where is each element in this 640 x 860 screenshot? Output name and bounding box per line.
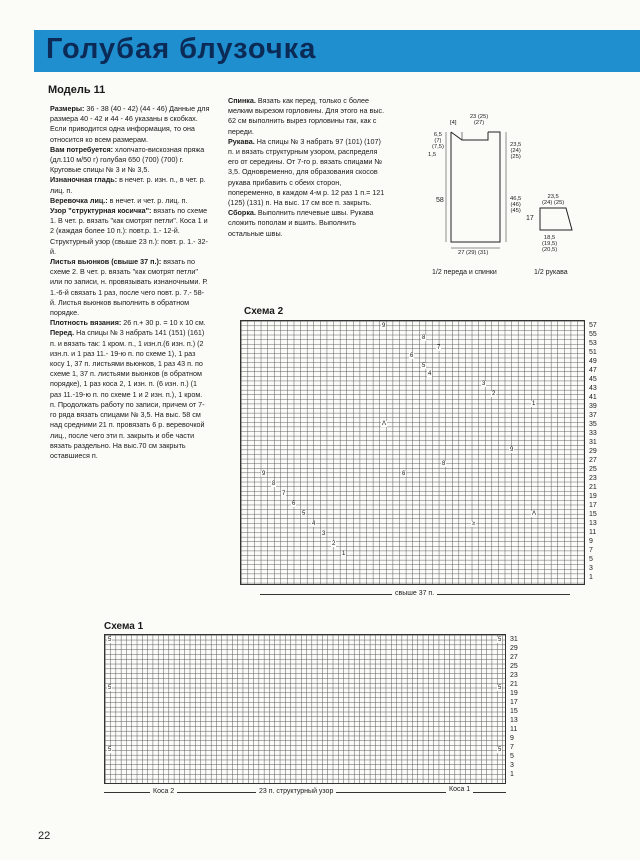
schema1-title: Схема 1 [104, 621, 144, 632]
schema2-title: Схема 2 [244, 306, 284, 317]
paragraph: Рукава. На спицы № 3 набрать 97 (101) (107) п. и вязать структурным узором, распределя его от середины. От 7-го р. вязать спицами № 3,5. Одновременно, для образования скосов рукава прибавить с обеих сторон, попеременно, в каждом 4-м р. 12 раз 1 п.= 121 (125) (131) п. На выс. 17 см все п. закрыть. [228, 136, 385, 208]
paragraph: Вам потребуется: хлопчато-вискозная пряжа (дл.110 м/50 г) голубая 650 (700) (700) г. Круговые спицы № 3 и № 3,5. [50, 144, 205, 175]
paragraph: Изнаночная гладь: в нечет. р. изн. п., в чет. р. лиц. п. [50, 175, 206, 195]
page-title: Голубая блузочка [46, 33, 317, 65]
sleeve-top: 23,5 (24) (25) [542, 194, 565, 206]
paragraph: Листья вьюнков (свыше 37 п.): вязать по схеме 2. В чет. р. вязать "как смотрят петли" или по записи, н. провязывать изнаночными. Р. 1.-6-й связать 1 раз, после чего повт. р. 7.- 58-й. Листья вьюнков выполнить в обратном порядке. [50, 257, 208, 318]
dim-width: 27 (29) (31) [458, 250, 489, 256]
dim-b: 1,5 [428, 152, 437, 158]
paragraph: Размеры: 36 - 38 (40 - 42) (44 - 46) Данные для размера 40 - 42 и 44 - 46 указаны в скобках. Если приводится одна информация, то она относится ко всем размерам. [50, 104, 210, 144]
schema1-grid: 5 5 5 5 5 5 [104, 634, 506, 784]
instructions-column-1 [50, 104, 210, 461]
dim-top: 23 (25) (27) [469, 114, 489, 126]
struct-label: 23 п. структурный узор [256, 788, 336, 795]
pattern-schematic [418, 110, 608, 280]
dim-side: 46,5 (46) (45) [510, 196, 522, 214]
paragraph: Узор "структурная косичка": вязать по схеме 1. В чет. р. вязать "как смотрят петли". Коса 1 и 2 (каждая более 10 п.): повт.р. 1.- 12-й. Структурный узор (свыше 23 п.): повт. р. 1.- 32-й. [50, 206, 208, 256]
sleeve-height: 17 [526, 215, 534, 222]
schema2-grid: 9 8 7 6 5 4 3 2 1 Λ 9 8 6 9 8 7 6 5 4 3 2 1 ≥ Λ [240, 320, 585, 585]
caption-body: 1/2 переда и спинки [432, 269, 497, 276]
dim-armhole: 23,5 (24) (25) [510, 142, 522, 160]
sleeve-bottom: 18,5 (19,5) (20,5) [542, 235, 558, 253]
paragraph: Перед. На спицы № 3 набрать 141 (151) (161) п. и вязать так: 1 кром. п., 1 изн.п.(6 изн. п.) (2 изн.п. и 1 раз 11.- 19-ю п. по схеме 1), 1 раз косу 1, 37 п. листьями вьюнков, 1 раз 43 п. по схеме 1, 37 п. листьями вьюнков (в обратном порядке), 1 раз коса 2, 1 изн. п. (6 изн. п.) (1 раз 11.-19-ю п. по схеме 1 и 2 изн. п.), 1 кром. п. Продолжать работу по записи, причем от 7-го ряда вязать спицами № 3,5. На выс. 58 см над средними 21 п. провязать 6 р. веревочкой лиц., после чего эти п. закрыть и обе части вязать раздельно. На выс.70 см закрыть оставшиеся п. [50, 328, 205, 460]
paragraph: Сборка. Выполнить плечевые швы. Рукава сложить пополам и вшить. Выполнить остальные швы. [228, 208, 374, 238]
kosa2-label: Коса 2 [150, 788, 177, 795]
dim-a: 6,5 (7) (7,5) [432, 132, 444, 150]
caption-sleeve: 1/2 рукава [534, 269, 568, 276]
dim-height: 58 [436, 197, 444, 204]
page-number: 22 [38, 830, 51, 842]
title-banner [34, 30, 640, 72]
schema2-span-label: свыше 37 п. [392, 590, 437, 597]
schematic-lines [418, 110, 608, 280]
model-heading: Модель 11 [48, 84, 106, 96]
kosa1-label: Коса 1 [446, 786, 473, 793]
dim-neck: [4] [450, 120, 457, 126]
paragraph: Плотность вязания: 26 п.+ 30 р. = 10 х 10 см. [50, 318, 206, 328]
instructions-column-2 [228, 96, 386, 239]
paragraph: Спинка. Вязать как перед, только с более мелким вырезом горловины. Для этого на выс. 62 см выполнить вырез горловины так, как с переди. [228, 96, 385, 136]
paragraph: Веревочка лиц.: в нечет. и чет. р. лиц. п. [50, 195, 188, 205]
